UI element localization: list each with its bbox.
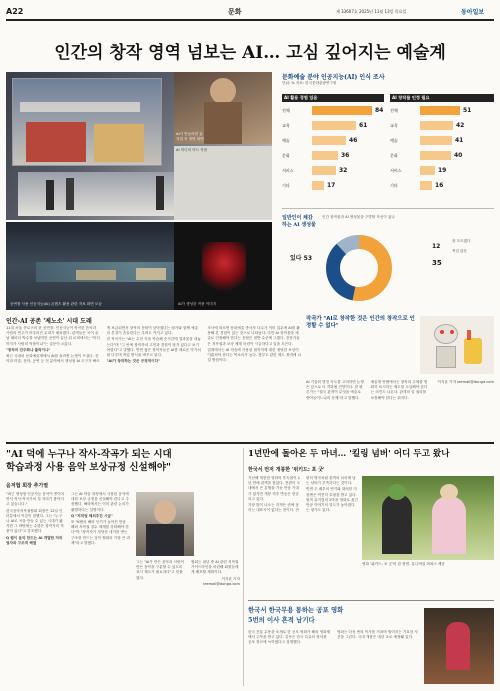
bar-row: 예술 41	[390, 137, 464, 144]
donut-section	[282, 208, 494, 308]
movie-subhead: 한국서 먼저 개봉한 '위키드: 포 굿'	[248, 467, 325, 473]
interview-subhead: 음저협 회장 추가열	[6, 483, 49, 489]
donut-mid-label: 12	[432, 243, 441, 250]
interview-byline: 이지윤 기자 leemail@donga.com	[203, 576, 240, 586]
bar-row: 전체 84	[282, 107, 384, 114]
main-photo-caption: 공연장 사용 인공지능(AI) 콘텐츠 활용 관련 자료 화면 모습	[10, 302, 102, 306]
movie-rule	[248, 600, 494, 601]
bar-row: 서비스 19	[390, 167, 447, 174]
donut-legend-a: 잘 모르겠다	[452, 239, 471, 243]
interview-body-2: 그는 "AI가 만든 음악과 사람이 만든 음악을 구분할 수 있도록 표시 제도가 필요하다"고 덧붙였다. 협회는 내년 중 AI 관련 저작권 가이드라인을 마련해 회원들에게 배포할 계획이다. 이지윤 기자 leemail@donga.com	[136, 560, 240, 586]
section-rule	[6, 442, 494, 444]
movie-body: 지난해 개봉한 영화의 후속편이 1년 만에 관객을 찾았다. 전편이 국내에서 큰 흥행을 거둔 만큼 기대가 컸지만 개봉 직후 반응은 엇갈리고 있다. 가장 많이 나오는 지적은 귀에 꽂히는 대표곡이 없다는 점이다. 전편의 명곡처럼 관객의 뇌리에 남는 넘버가 부족하다는 것이다. 반면 두 배우의 연기와 화려한 미장센은 여전히 호평을 받고 있다. 원작 뮤지컬의 2막을 영화로 옮긴 만큼 이야기의 밀도가 높아졌다는 평가도 있다.	[248, 476, 358, 513]
interview-photo	[136, 492, 194, 556]
movie-headline: 1년만에 돌아온 두 마녀… '킬링 넘버' 어디 두고 왔나	[248, 449, 450, 459]
movie-article	[248, 448, 494, 688]
sub-article-headline-2: 5번의 이사 흔적 남기다	[248, 616, 315, 624]
sub-article-body: 한국 전통 무용을 소재로 한 공포 영화가 해외 영화제에서 주목을 받고 있다. 감독은 한국 특유의 정서를 공포 장르에 녹여냈다고 설명했다. 영화는 다섯 번의 이사를 거치며 벌어지는 기묘한 사건을 그린다. 국내 개봉은 내년 초로 예정돼 있다.	[248, 630, 418, 645]
donut-yes-label: 있다 53	[290, 255, 313, 262]
page-number: A22	[6, 7, 24, 16]
top-byline: 이지윤 기자 leemail@donga.com	[437, 380, 494, 384]
sub-article-photo	[424, 608, 494, 684]
photo-2-caption: AI가 만들어낸 뮤지컬 속 장면 화면	[176, 132, 204, 141]
chart-subtitle: 단위: % 자료: 한국문화관광연구원	[282, 81, 337, 85]
photo-2	[174, 72, 272, 144]
bar-row: 전체 51	[390, 107, 472, 114]
photo-5	[174, 222, 272, 310]
photo-3	[174, 146, 272, 220]
pull-quote: 작곡가 "AI로 창작한 것은 인간의 창작으로 인정할 수 없다"	[306, 316, 415, 329]
donut-no-label: 35	[432, 259, 442, 267]
bar-row: 문화 36	[282, 152, 350, 159]
photo-3-caption: AI 미디어 아트 작품	[176, 148, 208, 152]
donut-chart	[324, 233, 394, 303]
survey-chart	[282, 72, 494, 310]
masthead-rule	[6, 19, 494, 21]
bar-row: 교육 61	[282, 122, 368, 129]
photo-5-caption: AI가 생성한 작품 이미지	[178, 302, 217, 306]
article-body: 11일 서울 종로구의 한 공연장. 인공지능이 작곡한 음악과 사람의 연주가 어우러진 무대가 펼쳐졌다. 관객들은 곡이 끝날 때마다 박수를 보냈지만 공연이 끝난 뒤 로비에서는 "어디까지가 사람의 작품이냐"는 질문이 오갔다. "창작의 민주화냐 몰락이냐" 최근 국내외 문화예술계에서 AI를 둘러싼 논쟁이 뜨겁다. 음악과 미술, 문학, 공연 등 전 분야에서 생성형 AI 도구가 빠르게 보급되면서 창작의 문턱이 낮아졌다는 평가와 함께 예술의 본질이 흔들린다는 우려도 커지고 있다. 한 작곡가는 "AI는 수천 곡을 학습해 순식간에 결과물을 내놓는다"며 "그 안에 창작자의 고민과 경험이 담겨 있다고 보기 어렵다"고 말했다. 반면 젊은 창작자들은 AI를 새로운 악기처럼 다루며 작업 방식을 바꾸고 있다. "AI가 창작하는 것은 긍정적이다" 조사에 따르면 문화예술 종사자 다수가 이미 업무에 AI를 활용해 본 경험이 있는 것으로 나타났다. 다만 AI 창작물을 예술로 인정해야 한다는 응답은 절반 수준에 그쳤다. 전문가들은 저작권과 보상 체계 마련이 시급하다고 입을 모은다. 업계에서는 AI 학습에 사용된 원작자에 대한 정당한 보상이 이뤄져야 한다는 목소리가 높다. 정부도 관련 제도 정비에 나설 방침이다.	[6, 326, 301, 364]
bar-row: 기타 16	[390, 182, 444, 189]
donut-note: 인간 창작물과 AI 생성물을 구별할 자신이 있나	[322, 215, 395, 219]
donut-legend-b: 작업 않음	[452, 249, 468, 253]
bar-row: 문화 40	[390, 152, 463, 159]
chart-right	[390, 94, 494, 194]
article-body-right: AI 기술의 발전 속도를 고려하면 논쟁은 앞으로 더 격화될 전망이다. 한 평론가는 "결국 관객이 무엇을 예술로 받아들이느냐의 문제"라고 말했다. 예술계 안팎에서는 창작의 주체를 명확히 표시하는 제도를 도입해야 한다는 의견도 나온다. 관객의 알 권리를 보장해야 한다는 취지다. 이지윤 기자 leemail@donga.com	[306, 380, 494, 400]
column-divider	[243, 448, 244, 686]
sub-article-headline-1: 한국서 한국무용 통하는 공포 영화	[248, 606, 344, 614]
section-label: 문화	[228, 8, 242, 16]
interview-article	[6, 448, 240, 688]
interview-body: "최근 생성형 인공지능 음악이 쏟아지면서 작사·작곡가의 설 자리가 좁아지고 있습니다." 한국음악저작권협회 회장은 12일 인터뷰에서 이같이 말했다. 그는 "누구나 AI로 곡을 만들 수 있는 시대가 됐지만 그 바탕에는 수많은 창작자의 작품이 있다"고 강조했다. Q 웹이 음악 만드는 AI 개발한 저작권자와 구조적 해결 그는 AI 학습 과정에서 사용된 음악에 대한 보상 규정을 신설해야 한다고 주장했다. 해외에서는 이미 관련 논의가 활발하다는 설명이다. Q "저작권 해외추진 시급" 또 "K팝의 해외 인기가 높아진 만큼 해외 저작권 징수 체계를 강화해야 한다"며 "창작자가 정당한 대가를 받는 구조를 만드는 것이 협회의 가장 큰 과제"라고 밝혔다.	[6, 492, 130, 545]
article-subhead-2: "창작의 민주화냐 몰락이냐"	[6, 347, 51, 352]
bar-row: 서비스 32	[282, 167, 348, 174]
bar-row: 교육 42	[390, 122, 465, 129]
bar-row: 예술 46	[282, 137, 358, 144]
interview-headline-1: "AI 덕에 누구나 작사-작곡가 되는 시대	[6, 449, 172, 460]
issue-info: 제 33607호 2025년 11월 13일 목요일	[336, 9, 407, 14]
interview-qa-2: Q "저작권 해외추진 시급"	[71, 513, 113, 518]
bar-row: 기타 17	[282, 182, 336, 189]
masthead	[6, 7, 494, 19]
chart-title: 문화예술 분야 인공지능(AI) 인식 조사	[282, 74, 385, 81]
paper-logo: 동아일보	[461, 9, 485, 16]
page-headline: 인간의 창작 영역 넘보는 AI… 고심 깊어지는 예술계	[54, 43, 446, 63]
chart-left	[282, 94, 384, 194]
chart-left-head: AI 활용 경험 있음	[282, 94, 384, 102]
interview-headline-2: 학습과정 사용 음악 보상규정 신설해야"	[6, 462, 172, 473]
article-subhead-1: 인간-AI 공존 '제노소' 시대 도래	[6, 318, 92, 325]
article-subhead-3: "AI가 창작하는 것은 긍정적이다"	[106, 359, 160, 364]
chart-right-head: AI 창작물 인정 필요	[390, 94, 494, 102]
top-article	[6, 316, 494, 438]
movie-photo-caption: 영화 '위키드: 포 굿'의 한 장면. 유니버설 픽쳐스 제공	[362, 562, 445, 566]
interview-qa-1: Q 웹이 음악 만드는 AI 개발한 저작권자와 구조적 해결	[6, 535, 63, 545]
movie-photo	[362, 476, 494, 560]
pull-quote-box	[306, 316, 416, 376]
illustration	[420, 316, 494, 374]
donut-label: 일반인이 체감하는 AI 생성물	[282, 215, 316, 228]
